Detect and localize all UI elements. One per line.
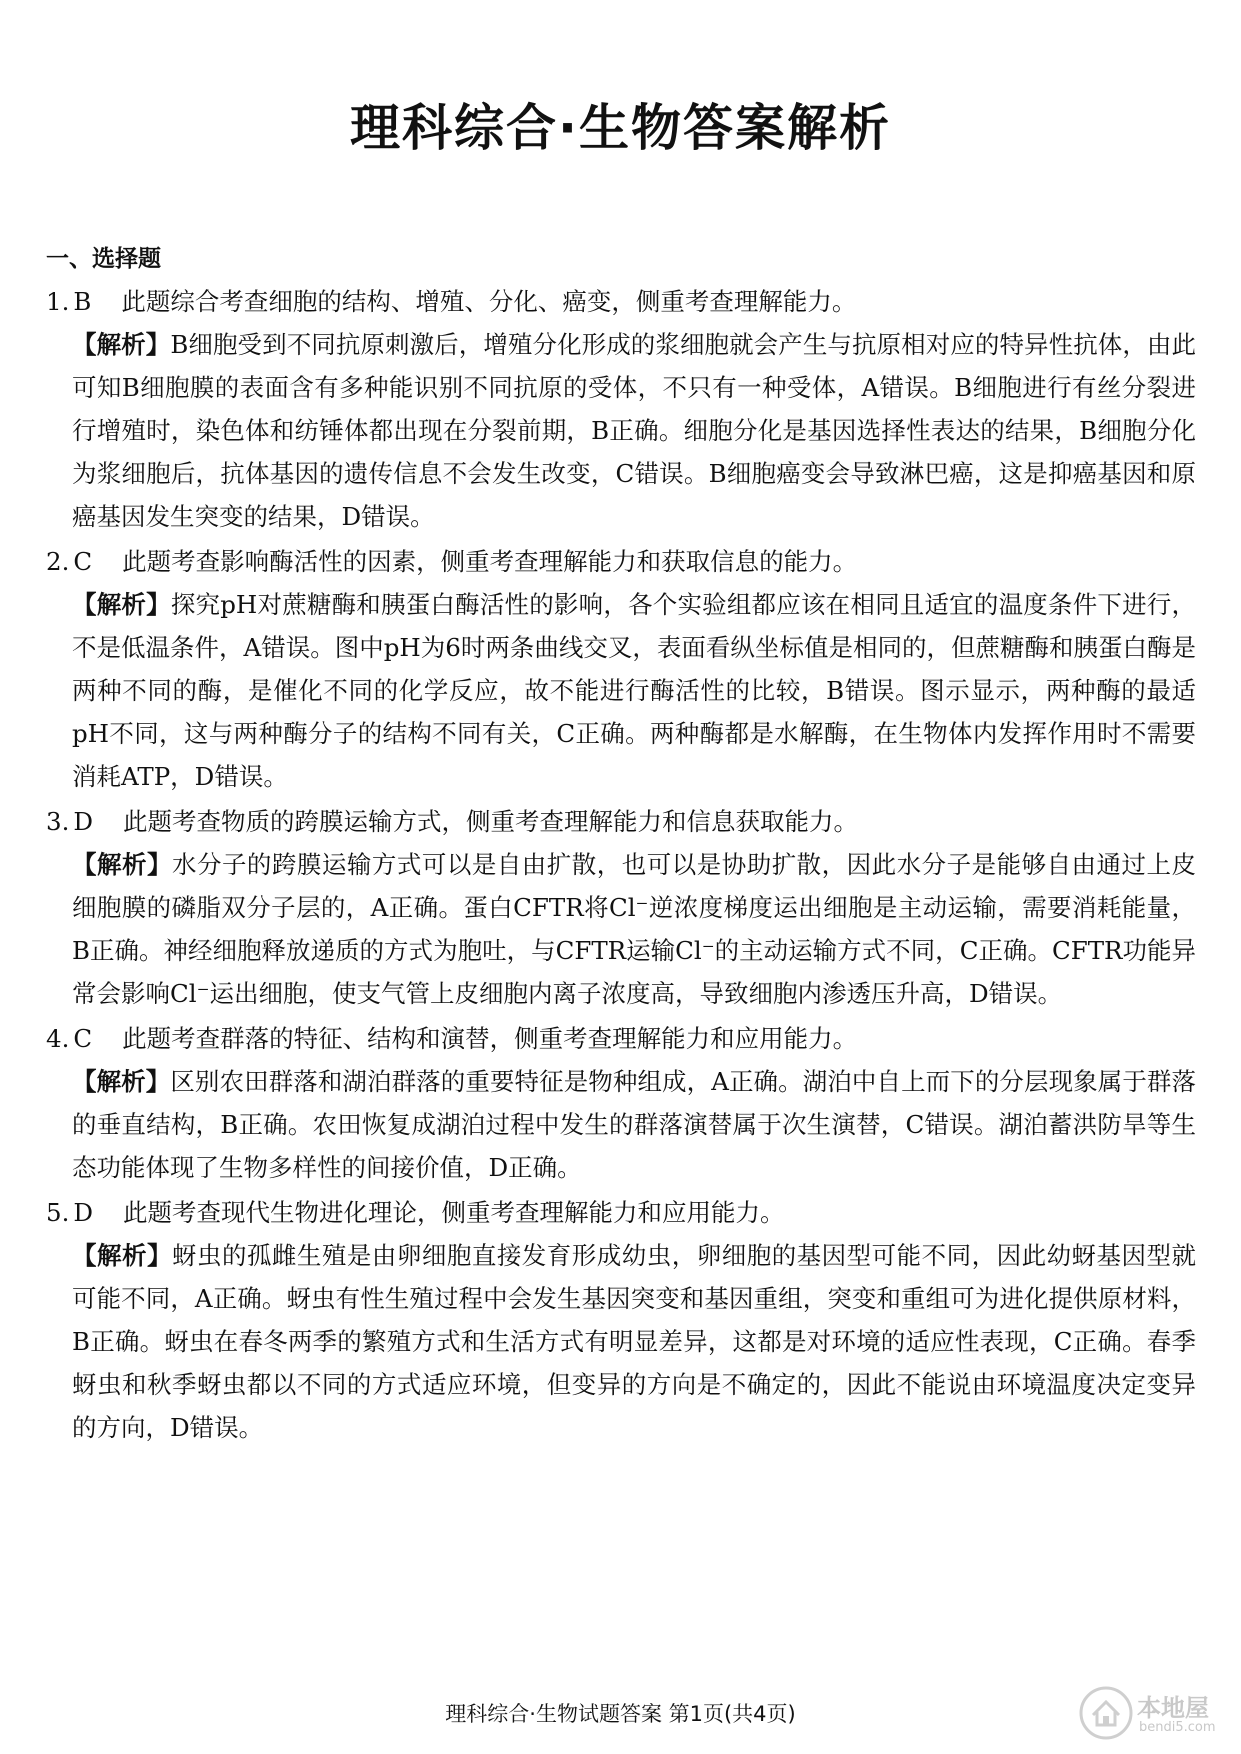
- question-header: [46, 540, 1196, 583]
- question-number: 2.: [46, 547, 70, 576]
- question-item: [46, 800, 1196, 1015]
- question-item: [46, 1191, 1196, 1449]
- question-number: 5.: [46, 1198, 70, 1227]
- question-analysis: [46, 1234, 1196, 1449]
- question-analysis: [46, 843, 1196, 1015]
- question-analysis: [46, 583, 1196, 798]
- analysis-tag: 【解析】: [72, 330, 171, 359]
- page-footer: 理科综合·生物试题答案 第1页(共4页): [445, 1702, 796, 1726]
- question-analysis: [46, 1060, 1196, 1189]
- question-summary: 此题综合考查细胞的结构、增殖、分化、癌变，侧重考查理解能力。: [121, 287, 857, 316]
- site-watermark: [1079, 1686, 1219, 1740]
- question-header: [46, 280, 1196, 323]
- question-answer: C: [73, 1024, 93, 1053]
- watermark-url: bendi5.com: [1139, 1720, 1216, 1735]
- page-title: 理科综合·生物答案解析: [350, 99, 891, 157]
- question-item: [46, 280, 1196, 538]
- watermark-name: 本地屋: [1137, 1694, 1209, 1722]
- question-number: 4.: [46, 1024, 70, 1053]
- question-summary: 此题考查影响酶活性的因素，侧重考查理解能力和获取信息的能力。: [122, 547, 858, 576]
- question-item: [46, 1017, 1196, 1189]
- analysis-tag: 【解析】: [72, 850, 172, 879]
- analysis-text: 蚜虫的孤雌生殖是由卵细胞直接发育形成幼虫，卵细胞的基因型可能不同，因此幼蚜基因型就可能不同，A正确。蚜虫有性生殖过程中会发生基因突变和基因重组，突变和重组可为进化提供原材料，B正确。蚜虫在春冬两季的繁殖方式和生活方式有明显差异，这都是对环境的适应性表现，C正确。春季蚜虫和秋季蚜虫都以不同的方式适应环境，但变异的方向是不确定的，因此不能说由环境温度决定变异的方向，D错误。: [72, 1241, 1197, 1442]
- question-analysis: [46, 323, 1196, 538]
- analysis-tag: 【解析】: [72, 590, 171, 619]
- analysis-tag: 【解析】: [72, 1241, 172, 1270]
- analysis-tag: 【解析】: [72, 1067, 171, 1096]
- section-heading: 一、选择题: [46, 246, 161, 272]
- question-header: [46, 1017, 1196, 1060]
- house-icon: [1079, 1686, 1133, 1740]
- analysis-text: B细胞受到不同抗原刺激后，增殖分化形成的浆细胞就会产生与抗原相对应的特异性抗体，由此可知B细胞膜的表面含有多种能识别不同抗原的受体，不只有一种受体，A错误。B细胞进行有丝分裂进行增殖时，染色体和纺锤体都出现在分裂前期，B正确。细胞分化是基因选择性表达的结果，B细胞分化为浆细胞后，抗体基因的遗传信息不会发生改变，C错误。B细胞癌变会导致淋巴癌，这是抑癌基因和原癌基因发生突变的结果，D错误。: [72, 330, 1197, 531]
- question-answer: D: [73, 1198, 94, 1227]
- question-header: [46, 1191, 1196, 1234]
- analysis-text: 水分子的跨膜运输方式可以是自由扩散，也可以是协助扩散，因此水分子是能够自由通过上皮细胞膜的磷脂双分子层的，A正确。蛋白CFTR将Cl⁻逆浓度梯度运出细胞是主动运输，需要消耗能量，B正确。神经细胞释放递质的方式为胞吐，与CFTR运输Cl⁻的主动运输方式不同，C正确。CFTR功能异常会影响Cl⁻运出细胞，使支气管上皮细胞内离子浓度高，导致细胞内渗透压升高，D错误。: [72, 850, 1197, 1008]
- question-list: [46, 280, 1196, 1451]
- question-header: [46, 800, 1196, 843]
- question-summary: 此题考查群落的特征、结构和演替，侧重考查理解能力和应用能力。: [122, 1024, 858, 1053]
- question-answer: C: [73, 547, 93, 576]
- question-number: 1.: [46, 287, 70, 316]
- question-number: 3.: [46, 807, 70, 836]
- question-answer: D: [73, 807, 94, 836]
- question-item: [46, 540, 1196, 798]
- question-summary: 此题考查现代生物进化理论，侧重考查理解能力和应用能力。: [123, 1198, 785, 1227]
- question-answer: B: [73, 287, 92, 316]
- question-summary: 此题考查物质的跨膜运输方式，侧重考查理解能力和信息获取能力。: [123, 807, 859, 836]
- analysis-text: 区别农田群落和湖泊群落的重要特征是物种组成，A正确。湖泊中自上而下的分层现象属于群落的垂直结构，B正确。农田恢复成湖泊过程中发生的群落演替属于次生演替，C错误。湖泊蓄洪防旱等生态功能体现了生物多样性的间接价值，D正确。: [72, 1067, 1196, 1182]
- analysis-text: 探究pH对蔗糖酶和胰蛋白酶活性的影响，各个实验组都应该在相同且适宜的温度条件下进行，不是低温条件，A错误。图中pH为6时两条曲线交叉，表面看纵坐标值是相同的，但蔗糖酶和胰蛋白酶是两种不同的酶，是催化不同的化学反应，故不能进行酶活性的比较，B错误。图示显示，两种酶的最适pH不同，这与两种酶分子的结构不同有关，C正确。两种酶都是水解酶，在生物体内发挥作用时不需要消耗ATP，D错误。: [72, 590, 1197, 791]
